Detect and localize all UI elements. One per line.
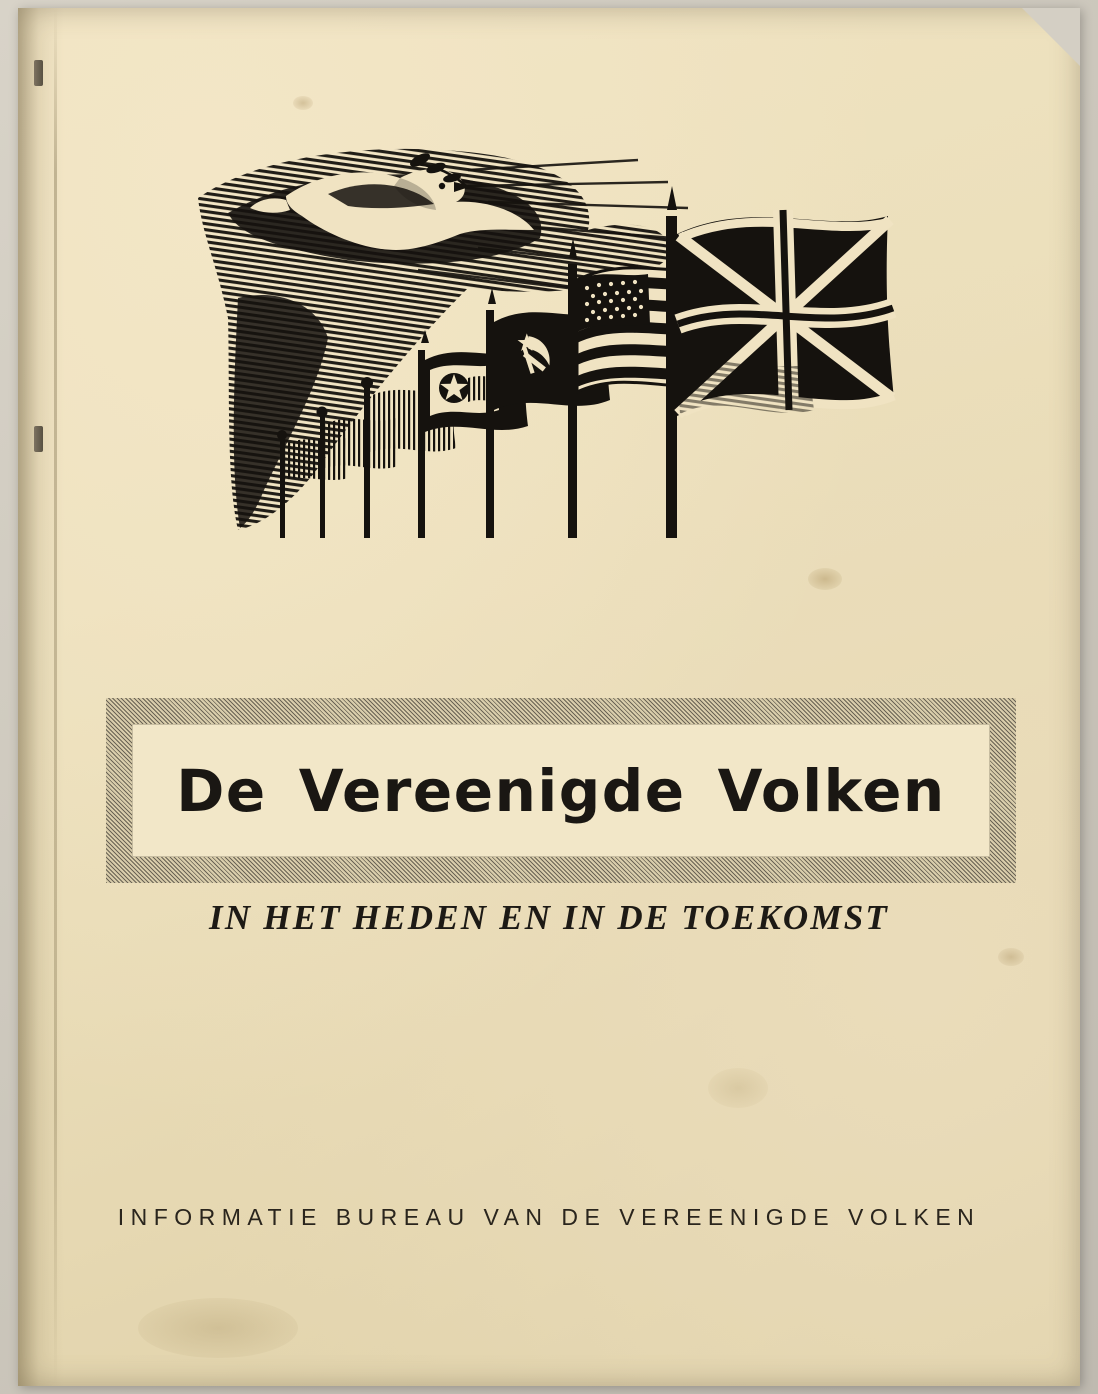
paper-stain: [293, 96, 313, 110]
title-word-3: Volken: [717, 756, 946, 825]
paper-stain: [138, 1298, 298, 1358]
title-inner-panel: [132, 724, 990, 857]
paper-stain: [708, 1068, 768, 1108]
paper-stain: [808, 568, 842, 590]
publisher-imprint: INFORMATIE BUREAU VAN DE VEREENIGDE VOLKEN: [117, 1204, 981, 1230]
spine-shadow: [18, 8, 64, 1386]
flag-united-kingdom: [666, 186, 894, 538]
staple-bottom: [34, 426, 43, 452]
staple-top: [34, 60, 43, 86]
title-word-1: De: [176, 756, 267, 825]
subtitle: IN HET HEDEN EN IN DE TOEKOMST: [209, 898, 889, 937]
paper-stain: [998, 948, 1024, 966]
dove-and-flags-woodcut-illustration: [168, 138, 968, 538]
title-frame: [106, 698, 1016, 883]
corner-curl: [1022, 8, 1080, 66]
spine-crease: [54, 8, 57, 1386]
booklet-cover: [18, 8, 1080, 1386]
title-word-2: Vereenigde: [298, 756, 686, 825]
page-title: [160, 757, 961, 825]
